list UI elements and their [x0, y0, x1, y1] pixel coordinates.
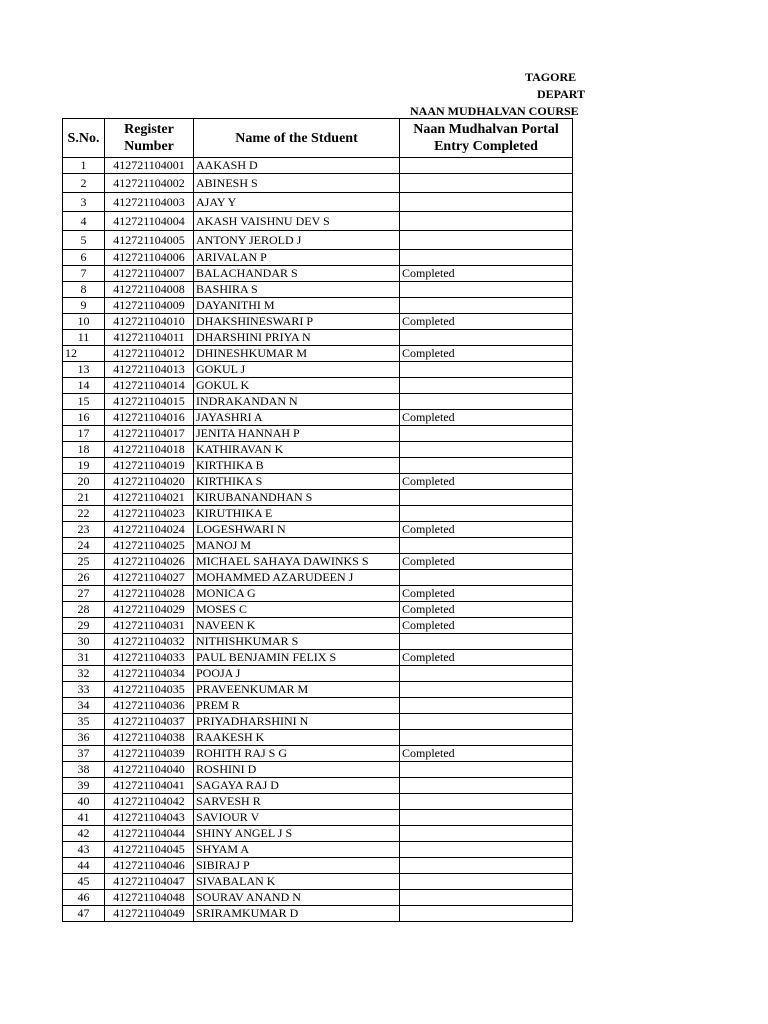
cell-sno: 16	[63, 410, 105, 426]
column-header-sno: S.No.	[63, 119, 105, 158]
cell-register-number: 412721104029	[105, 602, 194, 618]
cell-student-name: RAAKESH K	[194, 730, 400, 746]
cell-portal-status: Completed	[400, 602, 573, 618]
cell-student-name: SRIRAMKUMAR D	[194, 906, 400, 922]
cell-register-number: 412721104025	[105, 538, 194, 554]
cell-portal-status	[400, 810, 573, 826]
cell-student-name: JAYASHRI A	[194, 410, 400, 426]
cell-student-name: SIBIRAJ P	[194, 858, 400, 874]
cell-student-name: MONICA G	[194, 586, 400, 602]
cell-sno: 27	[63, 586, 105, 602]
cell-register-number: 412721104014	[105, 378, 194, 394]
cell-register-number: 412721104008	[105, 282, 194, 298]
table-row	[63, 746, 573, 762]
cell-sno: 23	[63, 522, 105, 538]
cell-student-name: SARVESH R	[194, 794, 400, 810]
table-row	[63, 314, 573, 330]
cell-portal-status: Completed	[400, 554, 573, 570]
table-row	[63, 554, 573, 570]
table-row	[63, 666, 573, 682]
cell-student-name: ABINESH S	[194, 174, 400, 193]
table-row	[63, 682, 573, 698]
cell-portal-status	[400, 378, 573, 394]
cell-sno: 21	[63, 490, 105, 506]
cell-portal-status: Completed	[400, 522, 573, 538]
cell-student-name: DHAKSHINESWARI P	[194, 314, 400, 330]
cell-sno: 31	[63, 650, 105, 666]
table-row	[63, 634, 573, 650]
cell-student-name: DAYANITHI M	[194, 298, 400, 314]
cell-sno: 38	[63, 762, 105, 778]
cell-portal-status	[400, 714, 573, 730]
table-body	[63, 158, 573, 922]
table-row	[63, 346, 573, 362]
cell-portal-status	[400, 858, 573, 874]
cell-sno: 44	[63, 858, 105, 874]
cell-student-name: NITHISHKUMAR S	[194, 634, 400, 650]
cell-student-name: PAUL BENJAMIN FELIX S	[194, 650, 400, 666]
cell-register-number: 412721104024	[105, 522, 194, 538]
cell-sno: 5	[63, 231, 105, 250]
cell-sno: 15	[63, 394, 105, 410]
cell-portal-status	[400, 193, 573, 212]
course-heading: NAAN MUDHALVAN COURSE	[410, 104, 579, 118]
cell-student-name: MICHAEL SAHAYA DAWINKS S	[194, 554, 400, 570]
cell-register-number: 412721104043	[105, 810, 194, 826]
table-row	[63, 330, 573, 346]
cell-portal-status	[400, 426, 573, 442]
cell-portal-status: Completed	[400, 618, 573, 634]
cell-register-number: 412721104042	[105, 794, 194, 810]
cell-portal-status	[400, 212, 573, 231]
cell-portal-status	[400, 231, 573, 250]
cell-student-name: GOKUL J	[194, 362, 400, 378]
cell-portal-status: Completed	[400, 746, 573, 762]
cell-portal-status	[400, 730, 573, 746]
table-row	[63, 858, 573, 874]
table-row	[63, 362, 573, 378]
cell-portal-status	[400, 362, 573, 378]
cell-register-number: 412721104037	[105, 714, 194, 730]
cell-student-name: ROSHINI D	[194, 762, 400, 778]
table-row	[63, 650, 573, 666]
student-table	[62, 118, 573, 922]
cell-student-name: JENITA HANNAH P	[194, 426, 400, 442]
table-row	[63, 212, 573, 231]
cell-portal-status: Completed	[400, 410, 573, 426]
cell-register-number: 412721104012	[105, 346, 194, 362]
cell-student-name: SIVABALAN K	[194, 874, 400, 890]
cell-sno: 10	[63, 314, 105, 330]
cell-register-number: 412721104032	[105, 634, 194, 650]
table-row	[63, 906, 573, 922]
cell-sno: 20	[63, 474, 105, 490]
cell-register-number: 412721104021	[105, 490, 194, 506]
cell-register-number: 412721104031	[105, 618, 194, 634]
cell-portal-status	[400, 538, 573, 554]
table-row	[63, 490, 573, 506]
cell-student-name: MOSES C	[194, 602, 400, 618]
cell-register-number: 412721104002	[105, 174, 194, 193]
table-row	[63, 458, 573, 474]
cell-student-name: NAVEEN K	[194, 618, 400, 634]
table-row	[63, 842, 573, 858]
table-row	[63, 794, 573, 810]
cell-student-name: PRAVEENKUMAR M	[194, 682, 400, 698]
cell-sno: 43	[63, 842, 105, 858]
cell-student-name: KIRUTHIKA E	[194, 506, 400, 522]
table-row	[63, 874, 573, 890]
cell-register-number: 412721104046	[105, 858, 194, 874]
cell-register-number: 412721104035	[105, 682, 194, 698]
cell-sno: 11	[63, 330, 105, 346]
cell-student-name: GOKUL K	[194, 378, 400, 394]
table-row	[63, 378, 573, 394]
table-row	[63, 231, 573, 250]
table-row	[63, 298, 573, 314]
cell-sno: 36	[63, 730, 105, 746]
cell-portal-status	[400, 490, 573, 506]
cell-student-name: ANTONY JEROLD J	[194, 231, 400, 250]
cell-sno: 13	[63, 362, 105, 378]
table-row	[63, 538, 573, 554]
cell-sno: 35	[63, 714, 105, 730]
table-row	[63, 698, 573, 714]
cell-sno: 22	[63, 506, 105, 522]
cell-student-name: BASHIRA S	[194, 282, 400, 298]
cell-register-number: 412721104006	[105, 250, 194, 266]
table-row	[63, 394, 573, 410]
cell-sno: 1	[63, 158, 105, 174]
cell-student-name: AKASH VAISHNU DEV S	[194, 212, 400, 231]
table-row	[63, 762, 573, 778]
cell-portal-status	[400, 682, 573, 698]
cell-sno: 37	[63, 746, 105, 762]
cell-register-number: 412721104017	[105, 426, 194, 442]
cell-portal-status	[400, 298, 573, 314]
cell-student-name: AAKASH D	[194, 158, 400, 174]
cell-sno: 34	[63, 698, 105, 714]
cell-register-number: 412721104011	[105, 330, 194, 346]
cell-register-number: 412721104036	[105, 698, 194, 714]
cell-register-number: 412721104010	[105, 314, 194, 330]
cell-student-name: SHINY ANGEL J S	[194, 826, 400, 842]
cell-student-name: MOHAMMED AZARUDEEN J	[194, 570, 400, 586]
cell-student-name: DHINESHKUMAR M	[194, 346, 400, 362]
cell-sno: 17	[63, 426, 105, 442]
table-row	[63, 442, 573, 458]
table-row	[63, 266, 573, 282]
cell-register-number: 412721104041	[105, 778, 194, 794]
cell-portal-status: Completed	[400, 586, 573, 602]
cell-register-number: 412721104007	[105, 266, 194, 282]
cell-sno: 45	[63, 874, 105, 890]
cell-student-name: POOJA J	[194, 666, 400, 682]
cell-portal-status	[400, 250, 573, 266]
cell-portal-status	[400, 330, 573, 346]
cell-register-number: 412721104023	[105, 506, 194, 522]
cell-portal-status: Completed	[400, 474, 573, 490]
table-row	[63, 826, 573, 842]
cell-sno: 47	[63, 906, 105, 922]
cell-portal-status	[400, 794, 573, 810]
cell-register-number: 412721104044	[105, 826, 194, 842]
cell-register-number: 412721104001	[105, 158, 194, 174]
table-row	[63, 506, 573, 522]
table-row	[63, 714, 573, 730]
table-row	[63, 586, 573, 602]
cell-register-number: 412721104028	[105, 586, 194, 602]
cell-register-number: 412721104026	[105, 554, 194, 570]
cell-portal-status	[400, 458, 573, 474]
cell-sno: 14	[63, 378, 105, 394]
table-row	[63, 410, 573, 426]
cell-sno: 19	[63, 458, 105, 474]
cell-register-number: 412721104027	[105, 570, 194, 586]
cell-register-number: 412721104034	[105, 666, 194, 682]
cell-sno: 42	[63, 826, 105, 842]
cell-sno: 6	[63, 250, 105, 266]
cell-sno: 12	[63, 346, 105, 362]
cell-portal-status	[400, 778, 573, 794]
table-row	[63, 570, 573, 586]
cell-student-name: AJAY Y	[194, 193, 400, 212]
table-header-row	[63, 119, 573, 158]
table-row	[63, 282, 573, 298]
table-row	[63, 522, 573, 538]
cell-register-number: 412721104038	[105, 730, 194, 746]
cell-register-number: 412721104019	[105, 458, 194, 474]
cell-portal-status	[400, 874, 573, 890]
cell-student-name: PREM R	[194, 698, 400, 714]
cell-portal-status	[400, 890, 573, 906]
column-header-name: Name of the Stduent	[194, 119, 400, 158]
cell-sno: 9	[63, 298, 105, 314]
cell-sno: 30	[63, 634, 105, 650]
cell-portal-status	[400, 634, 573, 650]
cell-register-number: 412721104015	[105, 394, 194, 410]
cell-sno: 29	[63, 618, 105, 634]
cell-sno: 18	[63, 442, 105, 458]
column-header-register: Register Number	[105, 119, 194, 158]
table-row	[63, 193, 573, 212]
cell-student-name: ARIVALAN P	[194, 250, 400, 266]
table-row	[63, 890, 573, 906]
cell-student-name: DHARSHINI PRIYA N	[194, 330, 400, 346]
cell-portal-status	[400, 842, 573, 858]
cell-student-name: INDRAKANDAN N	[194, 394, 400, 410]
cell-register-number: 412721104049	[105, 906, 194, 922]
cell-student-name: KIRTHIKA B	[194, 458, 400, 474]
cell-student-name: KIRTHIKA S	[194, 474, 400, 490]
cell-portal-status	[400, 282, 573, 298]
cell-student-name: PRIYADHARSHINI N	[194, 714, 400, 730]
cell-portal-status	[400, 762, 573, 778]
cell-sno: 24	[63, 538, 105, 554]
cell-register-number: 412721104033	[105, 650, 194, 666]
cell-portal-status: Completed	[400, 266, 573, 282]
cell-register-number: 412721104018	[105, 442, 194, 458]
cell-student-name: MANOJ M	[194, 538, 400, 554]
cell-register-number: 412721104013	[105, 362, 194, 378]
cell-student-name: LOGESHWARI N	[194, 522, 400, 538]
cell-portal-status	[400, 506, 573, 522]
cell-student-name: KATHIRAVAN K	[194, 442, 400, 458]
cell-student-name: BALACHANDAR S	[194, 266, 400, 282]
table-row	[63, 158, 573, 174]
cell-sno: 33	[63, 682, 105, 698]
cell-sno: 8	[63, 282, 105, 298]
cell-portal-status: Completed	[400, 650, 573, 666]
column-header-status: Naan Mudhalvan Portal Entry Completed	[400, 119, 573, 158]
cell-sno: 7	[63, 266, 105, 282]
cell-student-name: SAVIOUR V	[194, 810, 400, 826]
cell-sno: 40	[63, 794, 105, 810]
cell-sno: 2	[63, 174, 105, 193]
cell-student-name: SHYAM A	[194, 842, 400, 858]
cell-register-number: 412721104040	[105, 762, 194, 778]
cell-student-name: KIRUBANANDHAN S	[194, 490, 400, 506]
cell-portal-status	[400, 906, 573, 922]
cell-portal-status: Completed	[400, 346, 573, 362]
cell-portal-status	[400, 394, 573, 410]
cell-sno: 32	[63, 666, 105, 682]
department-heading: DEPART	[537, 87, 586, 101]
cell-register-number: 412721104009	[105, 298, 194, 314]
table-row	[63, 810, 573, 826]
cell-portal-status	[400, 666, 573, 682]
table-row	[63, 474, 573, 490]
cell-register-number: 412721104005	[105, 231, 194, 250]
cell-register-number: 412721104003	[105, 193, 194, 212]
cell-sno: 46	[63, 890, 105, 906]
cell-register-number: 412721104045	[105, 842, 194, 858]
table-row	[63, 602, 573, 618]
cell-sno: 4	[63, 212, 105, 231]
cell-register-number: 412721104039	[105, 746, 194, 762]
cell-register-number: 412721104016	[105, 410, 194, 426]
cell-portal-status	[400, 442, 573, 458]
table-row	[63, 778, 573, 794]
cell-register-number: 412721104004	[105, 212, 194, 231]
cell-register-number: 412721104048	[105, 890, 194, 906]
table-row	[63, 174, 573, 193]
table-row	[63, 250, 573, 266]
cell-sno: 25	[63, 554, 105, 570]
cell-register-number: 412721104020	[105, 474, 194, 490]
cell-register-number: 412721104047	[105, 874, 194, 890]
cell-student-name: SOURAV ANAND N	[194, 890, 400, 906]
cell-portal-status	[400, 174, 573, 193]
cell-sno: 3	[63, 193, 105, 212]
cell-portal-status	[400, 698, 573, 714]
cell-portal-status	[400, 158, 573, 174]
cell-sno: 28	[63, 602, 105, 618]
cell-portal-status	[400, 826, 573, 842]
cell-portal-status	[400, 570, 573, 586]
table-row	[63, 618, 573, 634]
college-name-heading: TAGORE	[525, 70, 577, 84]
table-row	[63, 426, 573, 442]
cell-student-name: SAGAYA RAJ D	[194, 778, 400, 794]
cell-sno: 39	[63, 778, 105, 794]
table-row	[63, 730, 573, 746]
cell-sno: 26	[63, 570, 105, 586]
cell-sno: 41	[63, 810, 105, 826]
cell-student-name: ROHITH RAJ S G	[194, 746, 400, 762]
cell-portal-status: Completed	[400, 314, 573, 330]
